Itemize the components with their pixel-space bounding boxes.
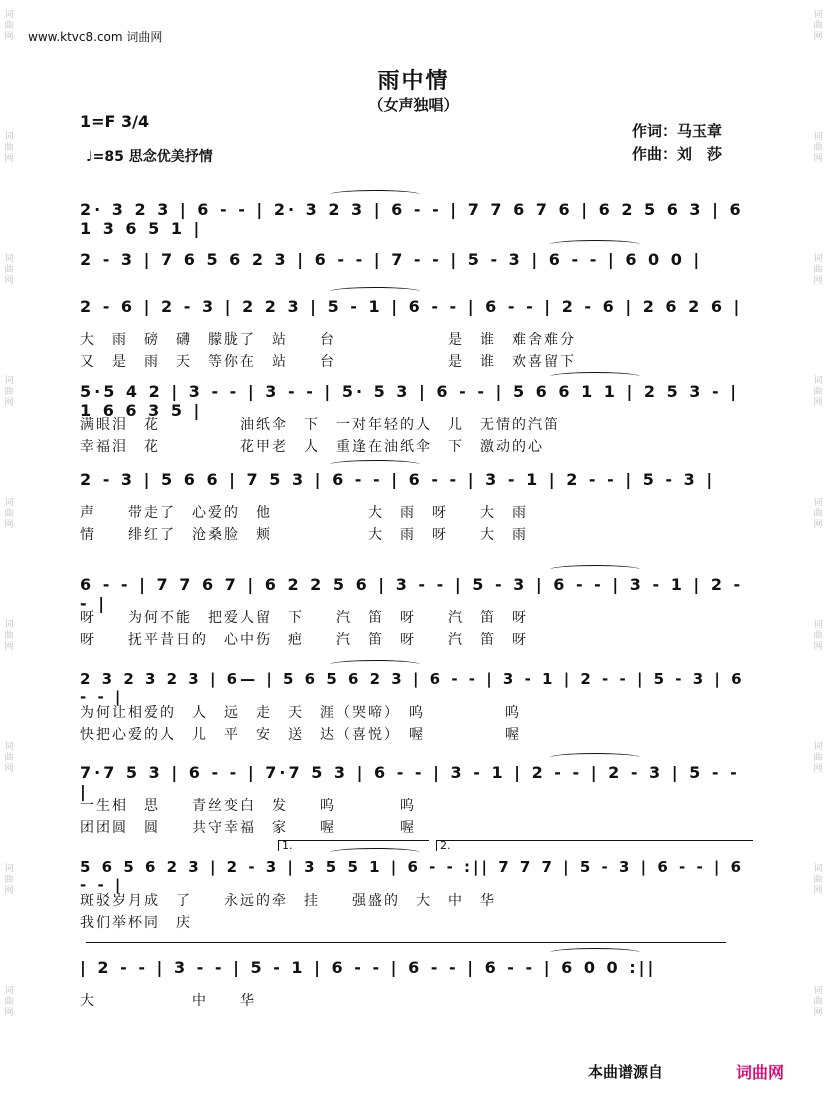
score-line [80, 670, 752, 750]
watermark-text: 词 曲 网 [813, 132, 823, 164]
score-line [80, 858, 752, 938]
notation-text: 7·7 5 3 | 6 - - | 7·7 5 3 | 6 - - | 3 - 1 | 2 - - | 2 - 3 | 5 - - | [80, 763, 740, 801]
lyric-line: 满眼泪 花 油纸伞 下 一对年轻的人 儿 无情的汽笛 [80, 417, 560, 433]
lyricist-credit: 作词：马玉章 [632, 122, 723, 140]
watermark-text: 词 曲 网 [4, 986, 14, 1018]
volta-label-1: 1. [282, 839, 293, 852]
notation-text: 2 - 3 | 5 6 6 | 7 5 3 | 6 - - | 6 - - | 3 - 1 | 2 - - | 5 - 3 | [80, 470, 716, 489]
lyric-line: 一生相 思 青丝变白 发 呜 呜 [80, 798, 416, 814]
tie-arc [550, 372, 640, 381]
site-url[interactable]: www.ktvc8.com 词曲网 [28, 30, 163, 44]
watermark-text: 词 曲 网 [4, 498, 14, 530]
tie-arc [550, 565, 640, 574]
notation-text: 2 3 2 3 2 3 | 6— | 5 6 5 6 2 3 | 6 - - | 3 - 1 | 2 - - | 5 - 3 | 6 - - | [80, 670, 745, 706]
notation-text: 6 - - | 7 7 6 7 | 6 2 2 5 6 | 3 - - | 5 - 3 | 6 - - | 3 - 1 | 2 - - | [80, 575, 744, 613]
watermark-text: 词 曲 网 [4, 864, 14, 896]
lyric-line: 声 带走了 心爱的 他 大 雨 呀 大 雨 [80, 505, 528, 521]
watermark-text: 词 曲 网 [813, 986, 823, 1018]
volta-bracket-2 [436, 840, 753, 851]
lyric-line: 快把心爱的人 儿 平 安 送 达（喜悦） 喔 喔 [80, 727, 521, 743]
footer-site-link[interactable]: 词曲网 [736, 1063, 785, 1082]
lyric-line: 大 中 华 [80, 993, 256, 1009]
song-title: 雨中情 [377, 69, 450, 94]
volta-bracket-1 [278, 840, 429, 851]
lyric-line: 呀 为何不能 把爱人留 下 汽 笛 呀 汽 笛 呀 [80, 610, 528, 626]
watermark-text: 词 曲 网 [813, 742, 823, 774]
lyric-line: 又 是 雨 天 等你在 站 台 是 谁 欢喜留下 [80, 354, 576, 370]
tie-arc [330, 287, 420, 296]
lyric-line: 我们举杯同 庆 [80, 915, 192, 931]
lyric-line: 为何让相爱的 人 远 走 天 涯（哭啼） 呜 呜 [80, 705, 521, 721]
lyric-line: 大 雨 磅 礴 朦胧了 站 台 是 谁 难舍难分 [80, 332, 576, 348]
notation-text: 2 - 3 | 7 6 5 6 2 3 | 6 - - | 7 - - | 5 - 3 | 6 - - | 6 0 0 | [80, 250, 703, 269]
volta-label-2: 2. [440, 839, 451, 852]
watermark-text: 词 曲 网 [4, 132, 14, 164]
composer-credit: 作曲：刘 莎 [632, 145, 723, 163]
watermark-text: 词 曲 网 [4, 254, 14, 286]
score-line [80, 575, 752, 655]
song-subtitle: （女声独唱） [368, 96, 459, 114]
notation-text: | 2 - - | 3 - - | 5 - 1 | 6 - - | 6 - - | 6 - - | 6 0 0 :|| [80, 958, 657, 977]
watermark-text: 词 曲 网 [4, 742, 14, 774]
score-line [80, 958, 752, 1038]
watermark-text: 词 曲 网 [4, 620, 14, 652]
notation-text: 2 - 6 | 2 - 3 | 2 2 3 | 5 - 1 | 6 - - | 6 - - | 2 - 6 | 2 6 2 6 | [80, 297, 743, 316]
tie-arc [550, 240, 640, 249]
score-line [80, 763, 752, 843]
watermark-text: 词 曲 网 [813, 254, 823, 286]
tie-arc [330, 460, 420, 469]
lyric-line: 团团圆 圆 共守幸福 家 喔 喔 [80, 820, 416, 836]
score-line [80, 297, 752, 377]
score-line [80, 382, 752, 462]
watermark-text: 词 曲 网 [813, 498, 823, 530]
watermark-text: 词 曲 网 [813, 10, 823, 42]
tie-arc [550, 753, 640, 762]
tempo-marking: ♩=85 思念优美抒情 [86, 149, 213, 165]
watermark-text: 词 曲 网 [813, 620, 823, 652]
notation-text: 5·5 4 2 | 3 - - | 3 - - | 5· 5 3 | 6 - - | 5 6 6 1 1 | 2 5 3 - | 1 6 6 3 5 | [80, 382, 740, 420]
footer-source-label: 本曲谱源自 [588, 1063, 664, 1081]
tie-arc [330, 660, 420, 669]
score-line [80, 470, 752, 550]
watermark-text: 词 曲 网 [813, 864, 823, 896]
notation-text: 5 6 5 6 2 3 | 2 - 3 | 3 5 5 1 | 6 - - :|| 7 7 7 | 5 - 3 | 6 - - | 6 - - | [80, 858, 745, 894]
lyric-line: 斑驳岁月成 了 永远的牵 挂 强盛的 大 中 华 [80, 893, 496, 909]
final-line-bracket [86, 942, 726, 953]
tie-arc [330, 190, 420, 199]
lyric-line: 幸福泪 花 花甲老 人 重逢在油纸伞 下 激动的心 [80, 439, 544, 455]
lyric-line: 呀 抚平昔日的 心中伤 疤 汽 笛 呀 汽 笛 呀 [80, 632, 528, 648]
key-signature: 1=F 3/4 [80, 112, 150, 131]
notation-text: 2· 3 2 3 | 6 - - | 2· 3 2 3 | 6 - - | 7 7 6 7 6 | 6 2 5 6 3 | 6 1 3 6 5 1 | [80, 200, 744, 238]
lyric-line: 情 绯红了 沧桑脸 颊 大 雨 呀 大 雨 [80, 527, 528, 543]
watermark-text: 词 曲 网 [4, 376, 14, 408]
watermark-text: 词 曲 网 [813, 376, 823, 408]
watermark-text: 词 曲 网 [4, 10, 14, 42]
